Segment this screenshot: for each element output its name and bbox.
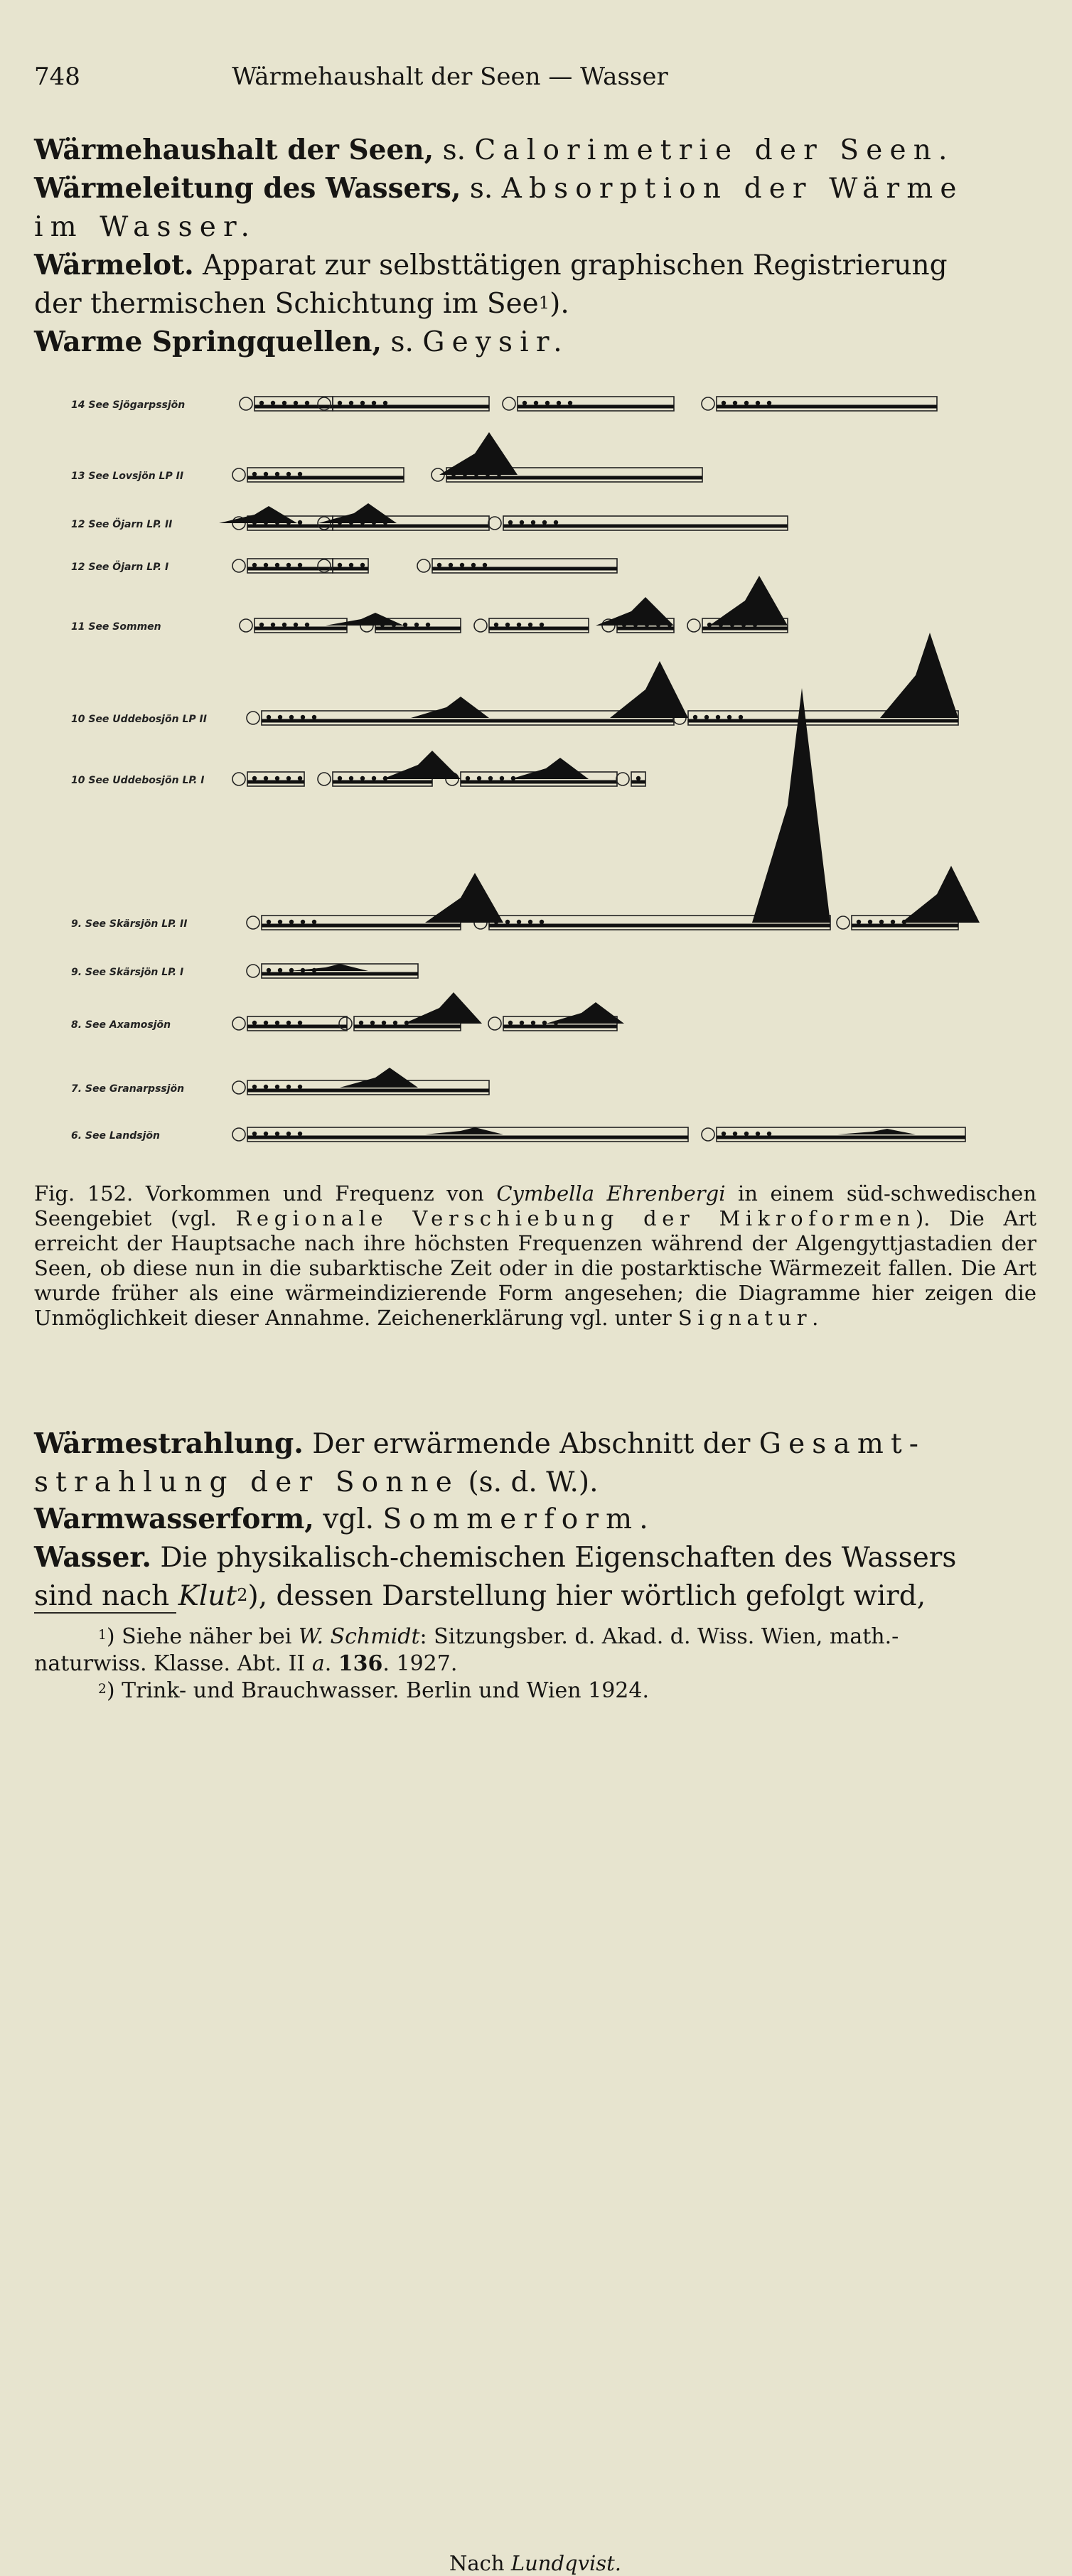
diagram-dot [704, 715, 709, 719]
diagram-frequency-peak [439, 432, 518, 475]
diagram-dot [359, 1021, 363, 1025]
diagram-dot [466, 776, 470, 780]
diagram-dot [275, 472, 279, 476]
diagram-dot [298, 776, 302, 780]
diagram-level-marker [247, 965, 259, 977]
diagram-dot [554, 520, 558, 525]
diagram-dot [739, 715, 743, 719]
diagram-dot [301, 715, 305, 719]
diagram-frequency-peak [290, 964, 368, 971]
diagram-frequency-peak [901, 866, 980, 923]
diagram-dot [312, 920, 316, 924]
diagram-frequency-peak [709, 576, 788, 626]
diagram-row-label: 7. See Granarpssjön [71, 1083, 185, 1095]
entry-prefix: s. [390, 326, 414, 358]
diagram-dot [275, 563, 279, 567]
diagram-dot [767, 401, 771, 405]
diagram-level-marker [488, 1017, 501, 1030]
diagram-dot [879, 920, 884, 924]
diagram-dot [733, 401, 737, 405]
figure-152 [34, 384, 1036, 1166]
diagram-dot [301, 920, 305, 924]
caption-text: in einem süd-schwedischen Seengebiet (vgl. [34, 1181, 1037, 1230]
diagram-dot [531, 520, 535, 525]
diagram-dot [289, 715, 294, 719]
footnote-1: $^1$) Siehe näher bei W. Schmidt: Sitzungsber. d. Akad. d. Wiss. Wien, math.- naturwiss. Klasse. Abt. II a. 136. 1927. [34, 1624, 899, 1676]
diagram-level-marker [474, 619, 487, 632]
diagram-dot [349, 401, 353, 405]
diagram-dot [349, 776, 353, 780]
diagram-frequency-peak [382, 751, 461, 779]
diagram-dot [286, 1021, 291, 1025]
diagram-frequency-peak [404, 992, 482, 1024]
diagram-dot [298, 1021, 302, 1025]
diagram-frequency-peak [596, 597, 674, 626]
diagram-dot [275, 1021, 279, 1025]
diagram-level-marker [687, 619, 700, 632]
entry-prefix: s. [442, 134, 466, 166]
footnote-text: . 1927. [382, 1651, 458, 1676]
diagram-dot [471, 563, 476, 567]
diagram-level-marker [232, 1017, 245, 1030]
entry-term: Wärmelot. [34, 249, 194, 281]
diagram-dot [372, 776, 376, 780]
diagram-dot [252, 1021, 257, 1025]
diagram-dot [494, 623, 498, 627]
entry-crossref[interactable]: Sommerform. [382, 1503, 655, 1535]
caption-crossref[interactable]: Signatur [677, 1306, 813, 1330]
diagram-dot [264, 1132, 268, 1136]
diagram-dot [298, 472, 302, 476]
diagram-dot [252, 1132, 257, 1136]
diagram-level-marker [247, 712, 259, 724]
diagram-dot [520, 520, 524, 525]
diagram-level-marker [232, 468, 245, 481]
entry-wasser [34, 1538, 1036, 1616]
diagram-level-marker [240, 619, 252, 632]
diagram-dot [264, 1021, 268, 1025]
diagram-dot [426, 623, 430, 627]
diagram-dot [275, 1132, 279, 1136]
entry-term: Warme Springquellen, [34, 326, 382, 358]
entry-waermelot [34, 246, 1036, 323]
diagram-row-label: 9. See Skärsjön LP. II [71, 918, 188, 930]
diagram-level-marker [837, 916, 849, 929]
diagram-dot [508, 1021, 513, 1025]
diagram-strip [489, 618, 589, 633]
diagram-level-marker [247, 916, 259, 929]
diagram-frequency-peak [219, 506, 297, 523]
diagram-dot [542, 1021, 547, 1025]
entry-term: Wärmeleitung des Wassers, [34, 172, 461, 205]
diagram-dot [267, 920, 271, 924]
diagram-row-label: 14 See Sjögarpssjön [71, 399, 186, 411]
author-name: Klut [178, 1580, 237, 1612]
diagram-dot [393, 1021, 397, 1025]
diagram-dot [264, 776, 268, 780]
diagram-dot [540, 623, 544, 627]
diagram-dot [349, 563, 353, 567]
entry-crossref-cont[interactable]: im Wasser. [34, 211, 257, 243]
diagram-dot [252, 563, 257, 567]
diagram-dot [305, 401, 309, 405]
entry-crossref-cont[interactable]: strahlung der Sonne [34, 1466, 460, 1498]
diagram-dot [531, 1021, 535, 1025]
diagram-dot [522, 401, 527, 405]
footnote-ref[interactable]: 2 [237, 1584, 248, 1605]
footnote-rule [34, 1612, 176, 1614]
diagram-level-marker [503, 397, 515, 410]
diagram-dot [286, 563, 291, 567]
diagram-dot [477, 776, 481, 780]
diagram-frequency-peak [318, 503, 397, 523]
entry-warmwasserform [34, 1500, 1036, 1539]
diagram-dot [360, 776, 365, 780]
diagram-dot [370, 1021, 375, 1025]
diagram-dot [338, 563, 342, 567]
entry-crossref[interactable]: Calorimetrie der Seen. [474, 134, 955, 166]
diagram-dot [534, 401, 538, 405]
diagram-dot [305, 623, 309, 627]
diagram-frequency-peak [837, 1129, 916, 1134]
diagram-dot [252, 1085, 257, 1089]
running-title: Wärmehaushalt der Seen — Wasser [232, 63, 668, 91]
diagram-dot [294, 401, 298, 405]
diagram-level-marker [232, 1081, 245, 1094]
diagram-dot [360, 401, 365, 405]
diagram-dot [267, 715, 271, 719]
entry-waermehaushalt [34, 131, 1036, 170]
diagram-strip [717, 397, 937, 411]
diagram-dot [891, 920, 895, 924]
diagram-dot [338, 776, 342, 780]
diagram-dot [267, 968, 271, 972]
figure-number: Fig. 152. [34, 1181, 134, 1206]
diagram-dot [298, 1132, 302, 1136]
diagram-dot [557, 401, 561, 405]
diagram-level-marker [417, 559, 430, 572]
diagram-dot [500, 776, 504, 780]
diagram-dot [437, 563, 441, 567]
entry-crossref[interactable]: Gesamt- [759, 1428, 926, 1460]
species-name: Cymbella Ehrenbergi [496, 1181, 726, 1206]
footnote-text: Trink- und Brauchwasser. Berlin und Wien 1924. [122, 1678, 649, 1703]
caption-text: ). Die Art erreicht der Hauptsache nach ihre höchsten Frequenzen während der Algengyttjastadien der Seen, ob diese nun in die subarktische Zeit oder in die postarktische Wärmezeit fallen. Die Art wurde früher als eine wärmeindizierende Form angesehen; die Diagramme hier zeigen die Unmöglichkeit dieser Annahme. Zeichenerklärung vgl. unter [34, 1206, 1036, 1330]
diagram-frequency-peak [610, 661, 688, 718]
diagram-level-marker [240, 397, 252, 410]
diagram-level-marker [488, 517, 501, 530]
entry-term: Wärmehaushalt der Seen, [34, 134, 434, 166]
diagram-dot [744, 401, 749, 405]
entry-text: (s. d. W.). [468, 1466, 599, 1498]
entry-text: ). [550, 288, 569, 320]
diagram-dot [382, 1021, 386, 1025]
diagram-strip [518, 397, 674, 411]
diagram-dot [733, 1132, 737, 1136]
entry-warme-springquellen [34, 323, 1036, 362]
entry-text: Apparat zur selbsttätigen graphischen Registrierung [203, 249, 948, 281]
diagram-dot [259, 623, 264, 627]
entry-text: Der erwärmende Abschnitt der [312, 1428, 751, 1460]
entry-text: sind nach [34, 1580, 170, 1612]
diagram-dot [312, 715, 316, 719]
diagram-dot [542, 520, 547, 525]
diagram-dot [517, 920, 521, 924]
diagram-dot [286, 1085, 291, 1089]
diagram-dot [414, 623, 419, 627]
entry-text: Die physikalisch-chemischen Eigenschaften des Wassers [160, 1542, 957, 1574]
diagram-frequency-peak [546, 1002, 624, 1024]
diagram-dot [744, 1132, 749, 1136]
diagram-dot [282, 401, 286, 405]
diagram-dot [722, 1132, 726, 1136]
entry-text: ), dessen Darstellung hier wörtlich gefolgt wird, [247, 1580, 926, 1612]
footnote-volume: 136 [338, 1651, 383, 1676]
diagram-dot [767, 1132, 771, 1136]
entry-term: Warmwasserform, [34, 1503, 314, 1535]
diagram-frequency-peak [752, 688, 830, 923]
footnote-author: W. Schmidt [298, 1624, 420, 1649]
diagram-dot [540, 920, 544, 924]
diagram-dot [271, 401, 275, 405]
diagram-dot [372, 401, 376, 405]
entry-term: Wärmestrahlung. [34, 1427, 304, 1460]
diagram-dot [528, 920, 532, 924]
diagram-row-label: 10 See Uddebosjön LP. I [71, 775, 205, 786]
diagram-row-label: 10 See Uddebosjön LP II [71, 714, 207, 725]
footnote-2: $^2$) Trink- und Brauchwasser. Berlin und Wien 1924. [98, 1678, 649, 1703]
diagram-strip [247, 1016, 347, 1031]
diagram-level-marker [702, 1128, 714, 1141]
diagram-level-marker [318, 773, 331, 785]
diagram-dot [528, 623, 532, 627]
diagram-dot [278, 920, 282, 924]
figure-diagrams [34, 384, 1036, 1166]
diagram-dot [383, 401, 387, 405]
diagram-frequency-peak [880, 633, 958, 718]
diagram-level-marker [232, 773, 245, 785]
diagram-dot [264, 563, 268, 567]
caption-text: Vorkommen und Frequenz von [145, 1181, 484, 1206]
diagram-dot [278, 715, 282, 719]
page-number: 748 [34, 63, 80, 91]
diagram-dot [298, 563, 302, 567]
entry-waermestrahlung [34, 1424, 1036, 1502]
diagram-row-label: 13 See Lovsjön LP II [71, 471, 184, 482]
diagram-dot [298, 1085, 302, 1089]
diagram-dot [520, 1021, 524, 1025]
footnote-text: a [311, 1651, 325, 1676]
credit-author: Lundqvist. [510, 2551, 621, 2575]
diagram-dot [286, 1132, 291, 1136]
diagram-dot [517, 623, 521, 627]
diagram-row-label: 9. See Skärsjön LP. I [71, 967, 184, 978]
footnote-text: : Sitzungsber. d. Akad. d. Wiss. Wien, math.- [419, 1624, 899, 1649]
entry-waermeleitung [34, 169, 1036, 247]
diagram-dot [505, 623, 510, 627]
diagram-dot [483, 563, 487, 567]
entry-term: Wasser. [34, 1541, 151, 1574]
diagram-row-label: 12 See Öjarn LP. II [71, 519, 173, 530]
diagram-row-label: 6. See Landsjön [71, 1130, 160, 1142]
entry-prefix: vgl. [323, 1503, 375, 1535]
diagram-dot [716, 715, 720, 719]
diagram-dot [298, 520, 302, 525]
diagram-dot [568, 401, 572, 405]
diagram-dot [545, 401, 550, 405]
entry-crossref[interactable]: Absorption der Wärme [501, 173, 964, 205]
diagram-level-marker [616, 773, 629, 785]
diagram-dot [286, 776, 291, 780]
diagram-row-label: 12 See Öjarn LP. I [71, 562, 169, 573]
diagram-dot [259, 401, 264, 405]
diagram-dot [722, 401, 726, 405]
footnote-ref[interactable]: 1 [538, 292, 550, 313]
diagram-level-marker [232, 1128, 245, 1141]
running-header [34, 63, 1044, 98]
diagram-dot [403, 623, 407, 627]
diagram-dot [294, 623, 298, 627]
figure-credit [34, 2550, 1036, 2576]
caption-crossref[interactable]: Regionale Verschiebung der Mikroformen [235, 1206, 916, 1230]
credit-prefix: Nach [449, 2551, 505, 2575]
diagram-dot [271, 623, 275, 627]
diagram-dot [505, 920, 510, 924]
diagram-row-label: 8. See Axamosjön [71, 1019, 171, 1031]
diagram-frequency-peak [411, 697, 489, 718]
footnote-text: Siehe näher bei [122, 1624, 292, 1649]
diagram-row-label: 11 See Sommen [71, 621, 161, 633]
entry-text: der thermischen Schichtung im See [34, 288, 539, 320]
footnote-mark: 1 [98, 1628, 107, 1643]
diagram-dot [282, 623, 286, 627]
footnote-text: naturwiss. Klasse. Abt. II [34, 1651, 306, 1676]
diagram-dot [460, 563, 464, 567]
diagram-dot [756, 1132, 760, 1136]
diagram-frequency-peak [425, 873, 503, 923]
diagram-dot [252, 472, 257, 476]
diagram-dot [857, 920, 861, 924]
diagram-strip [247, 468, 404, 482]
diagram-dot [868, 920, 872, 924]
diagram-dot [264, 1085, 268, 1089]
footnote-mark: 2 [98, 1682, 107, 1697]
diagram-dot [275, 776, 279, 780]
diagram-frequency-peak [510, 758, 589, 779]
diagram-dot [756, 401, 760, 405]
diagram-dot [278, 968, 282, 972]
diagram-level-marker [232, 559, 245, 572]
entry-prefix: s. [469, 173, 493, 205]
diagram-level-marker [702, 397, 714, 410]
diagram-dot [636, 776, 640, 780]
diagram-dot [264, 472, 268, 476]
caption-text: . [812, 1306, 819, 1330]
diagram-strip [333, 397, 489, 411]
diagram-dot [488, 776, 493, 780]
diagram-dot [449, 563, 453, 567]
diagram-frequency-peak [326, 613, 404, 626]
diagram-dot [727, 715, 731, 719]
diagram-dot [275, 1085, 279, 1089]
diagram-dot [508, 520, 513, 525]
diagram-dot [693, 715, 697, 719]
diagram-dot [360, 563, 365, 567]
diagram-dot [338, 401, 342, 405]
diagram-frequency-peak [340, 1068, 418, 1088]
diagram-dot [289, 968, 294, 972]
diagram-dot [252, 776, 257, 780]
diagram-frequency-peak [425, 1127, 503, 1134]
entry-crossref[interactable]: Geysir. [422, 326, 569, 358]
diagram-dot [286, 472, 291, 476]
diagram-dot [289, 920, 294, 924]
